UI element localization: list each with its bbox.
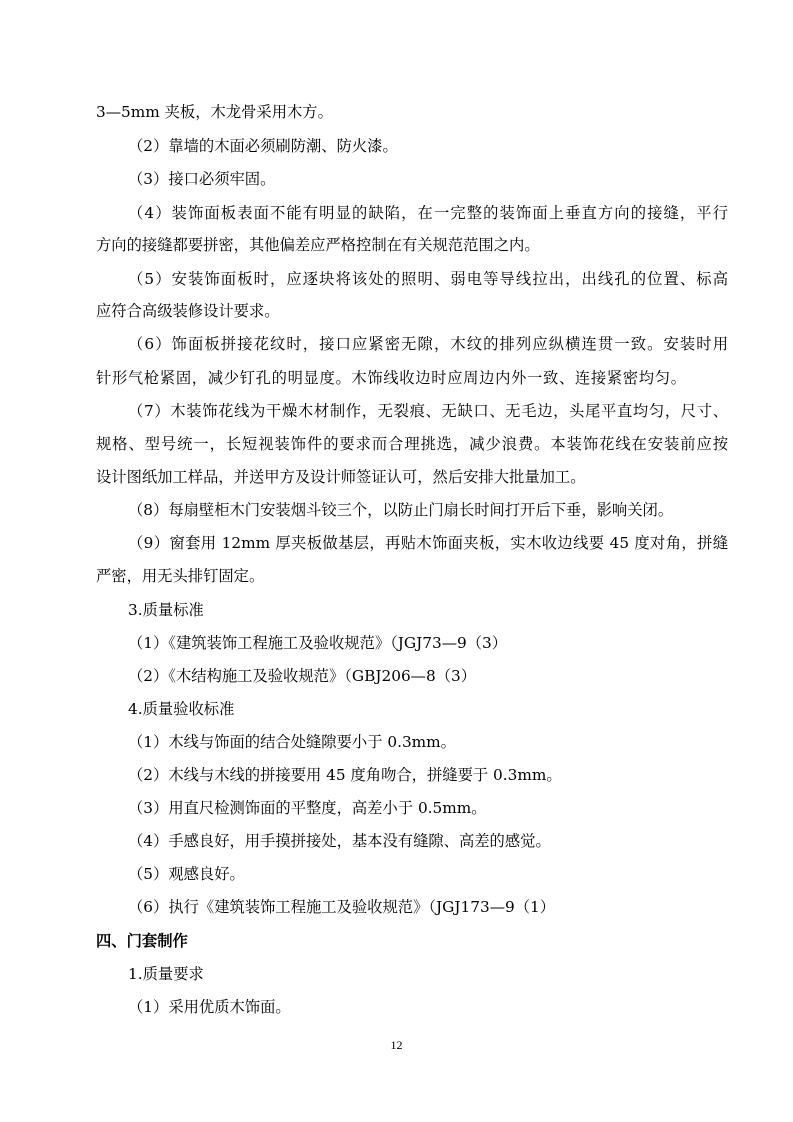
list-item-4-continuation: 方向的接缝都要拼密，其他偏差应严格控制在有关规范范围之内。 bbox=[96, 236, 540, 254]
acceptance-item-3: （3）用直尺检测饰面的平整度，高差小于 0.5mm。 bbox=[128, 799, 487, 817]
text-line-continuation-plywood: 3—5mm 夹板，木龙骨采用木方。 bbox=[96, 103, 333, 121]
acceptance-item-1: （1）木线与饰面的结合处缝隙要小于 0.3mm。 bbox=[128, 733, 456, 751]
section-3-quality-standard: 3.质量标准 bbox=[128, 601, 204, 619]
standard-item-1: （1）《建筑装饰工程施工及验收规范》（JGJ73—9（3） bbox=[128, 634, 508, 652]
subsection-1-quality-requirements: 1.质量要求 bbox=[128, 965, 204, 983]
list-item-6-pattern-joint: （6）饰面板拼接花纹时，接口应紧密无隙，木纹的排列应纵横连贯一致。安装时用 bbox=[128, 335, 728, 353]
list-item-4-panel-surface: （4）装饰面板表面不能有明显的缺陷，在一完整的装饰面上垂直方向的接缝，平行 bbox=[128, 204, 728, 222]
acceptance-item-2: （2）木线与木线的拼接要用 45 度角吻合，拼缝要于 0.3mm。 bbox=[128, 766, 562, 784]
chapter-heading-door-casing: 四、门套制作 bbox=[96, 932, 188, 950]
list-item-9-window-casing: （9）窗套用 12mm 厚夹板做基层，再贴木饰面夹板，实木收边线要 45 度对角，拼缝 bbox=[128, 534, 728, 552]
acceptance-item-5: （5）观感良好。 bbox=[128, 865, 245, 883]
list-item-7-continuation-2: 设计图纸加工样品，并送甲方及设计师签证认可，然后安排大批量加工。 bbox=[96, 468, 586, 486]
section-4-acceptance-standard: 4.质量验收标准 bbox=[128, 700, 235, 718]
standard-item-2: （2）《木结构施工及验收规范》（GBJ206—8（3） bbox=[128, 667, 477, 685]
list-item-7-continuation-1: 规格、型号统一，长短视装饰件的要求而合理挑选，减少浪费。本装饰花线在安装前应按 bbox=[96, 435, 728, 453]
list-item-5-continuation: 应符合高级装修设计要求。 bbox=[96, 302, 280, 320]
list-item-8-cabinet-hinge: （8）每扇壁柜木门安装烟斗铰三个，以防止门扇长时间打开后下垂，影响关闭。 bbox=[128, 501, 674, 519]
list-item-7-moulding: （7）木装饰花线为干燥木材制作，无裂痕、无缺口、无毛边，头尾平直均匀，尺寸、 bbox=[128, 402, 728, 420]
acceptance-item-6: （6）执行《建筑装饰工程施工及验收规范》（JGJ173—9（1） bbox=[128, 898, 556, 916]
page-number: 12 bbox=[390, 1038, 403, 1052]
acceptance-item-4: （4）手感良好，用手摸拼接处，基本没有缝隙、高差的感觉。 bbox=[128, 832, 551, 850]
list-item-3-joint-firm: （3）接口必须牢固。 bbox=[128, 170, 276, 188]
list-item-6-continuation: 针形气枪紧固，减少钉孔的明显度。木饰线收边时应周边内外一致、连接紧密均匀。 bbox=[96, 369, 686, 387]
list-item-9-continuation: 严密，用无头排钉固定。 bbox=[96, 567, 265, 585]
list-item-2-moisture-fire-paint: （2）靠墙的木面必须刷防潮、防火漆。 bbox=[128, 137, 398, 155]
list-item-5-install-panel: （5）安装饰面板时，应逐块将该处的照明、弱电等导线拉出，出线孔的位置、标高 bbox=[128, 270, 728, 288]
requirement-item-1: （1）采用优质木饰面。 bbox=[128, 998, 291, 1016]
